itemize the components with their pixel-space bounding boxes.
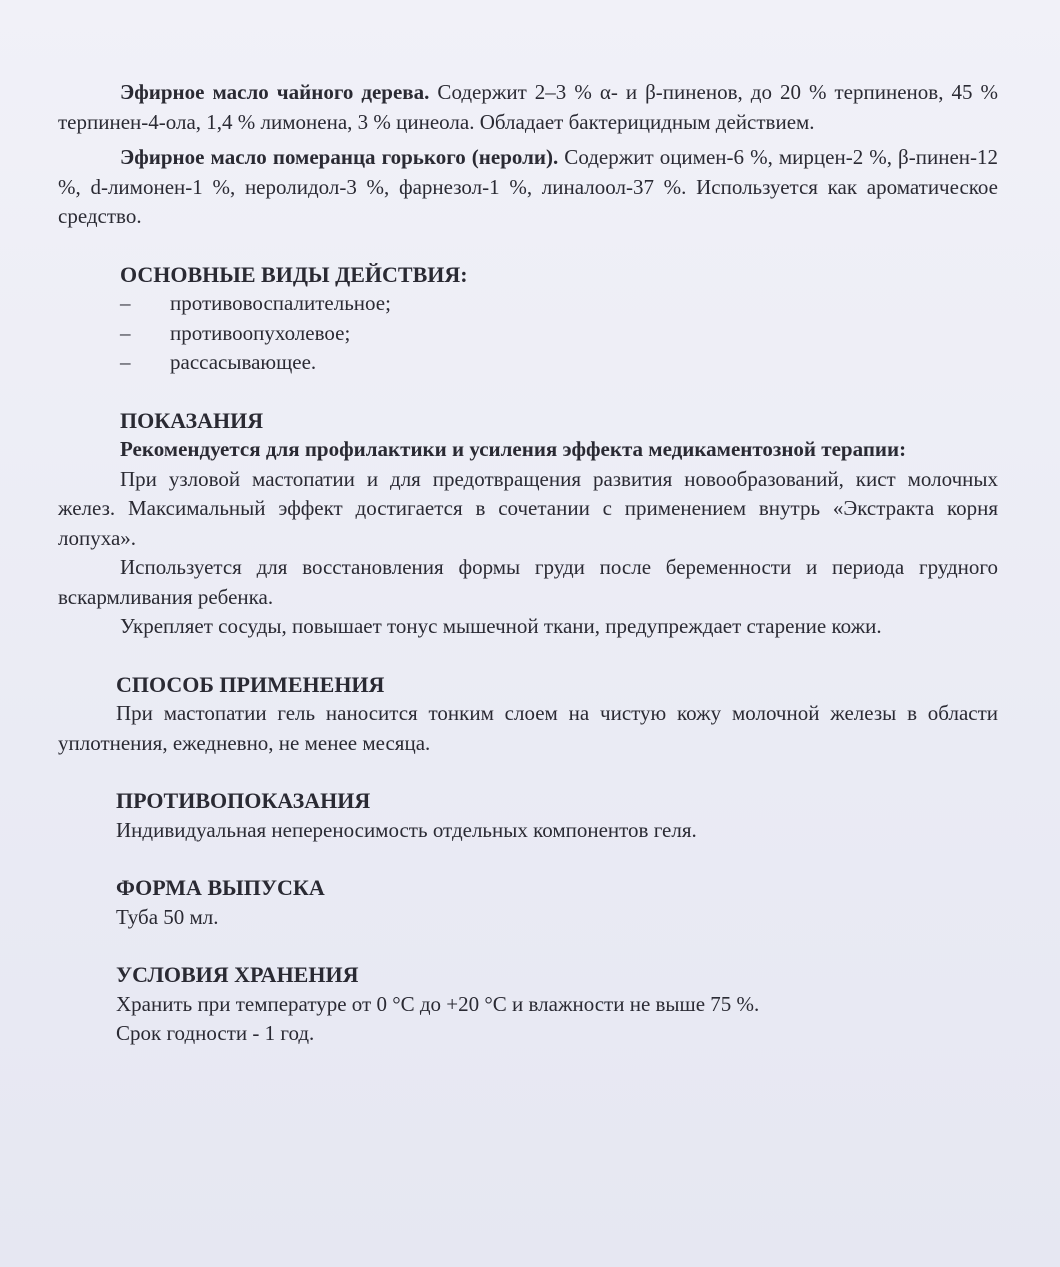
usage-section xyxy=(58,670,998,759)
storage-heading: УСЛОВИЯ ХРАНЕНИЯ xyxy=(116,962,359,987)
document-body xyxy=(58,78,998,1049)
list-item-text: рассасывающее. xyxy=(170,350,317,374)
indications-heading: ПОКАЗАНИЯ xyxy=(120,407,264,433)
indications-lead: Рекомендуется для профилактики и усиления эффекта медикаментозной терапии: xyxy=(120,437,907,461)
form-section xyxy=(58,873,998,932)
actions-list xyxy=(58,289,998,378)
neroli-paragraph xyxy=(58,143,998,232)
neroli-title: Эфирное масло померанца горького (нероли). xyxy=(120,145,559,169)
contraindications-heading: ПРОТИВОПОКАЗАНИЯ xyxy=(116,788,371,813)
neroli-text: Содержит оцимен-6 %, мирцен-2 %, β-пинен-12 %, d-лимонен-1 %, неролидол-3 %, фарнезол-1 %, линалоол-37 %. Используется как ароматическое средство. xyxy=(58,145,998,228)
indications-paragraph-1: При узловой мастопатии и для предотвращения развития новообразований, кист молочных желез. Максимальный эффект достигается в сочетании с применением внутрь «Экстракта корня лопуха». xyxy=(58,466,998,550)
tea-tree-text: Содержит 2–3 % α- и β-пиненов, до 20 % терпиненов, 45 % терпинен-4-ола, 1,4 % лимонена, 3 % цинеола. Обладает бактерицидным действием. xyxy=(58,80,998,134)
list-item-text: противоопухолевое; xyxy=(170,320,351,345)
indications-paragraph-3: Укрепляет сосуды, повышает тонус мышечной ткани, предупреждает старение кожи. xyxy=(120,614,882,638)
dash-marker: – xyxy=(120,320,131,345)
list-item-text: противовоспалительное; xyxy=(170,291,391,315)
contraindications-section xyxy=(58,786,998,845)
list-item xyxy=(120,319,998,349)
list-item xyxy=(120,348,998,378)
storage-line-2: Срок годности - 1 год. xyxy=(116,1021,315,1045)
form-text: Туба 50 мл. xyxy=(116,904,219,929)
dash-marker: – xyxy=(120,291,131,315)
tea-tree-paragraph xyxy=(58,78,998,137)
storage-section xyxy=(58,960,998,1049)
dash-marker: – xyxy=(120,350,131,374)
indications-paragraph-2: Используется для восстановления формы груди после беременности и периода грудного вскармливания ребенка. xyxy=(58,555,998,609)
storage-line-1: Хранить при температуре от 0 °С до +20 °С и влажности не выше 75 %. xyxy=(116,991,760,1016)
contraindications-text: Индивидуальная непереносимость отдельных компонентов геля. xyxy=(116,817,697,842)
usage-heading: СПОСОБ ПРИМЕНЕНИЯ xyxy=(116,671,385,697)
actions-heading: ОСНОВНЫЕ ВИДЫ ДЕЙСТВИЯ: xyxy=(120,261,468,287)
usage-text: При мастопатии гель наносится тонким слоем на чистую кожу молочной железы в области уплотнения, ежедневно, не менее месяца. xyxy=(58,701,998,755)
list-item xyxy=(120,289,998,319)
indications-section xyxy=(58,406,998,642)
form-heading: ФОРМА ВЫПУСКА xyxy=(116,875,325,900)
actions-section xyxy=(58,260,998,378)
tea-tree-title: Эфирное масло чайного дерева. xyxy=(120,80,430,104)
